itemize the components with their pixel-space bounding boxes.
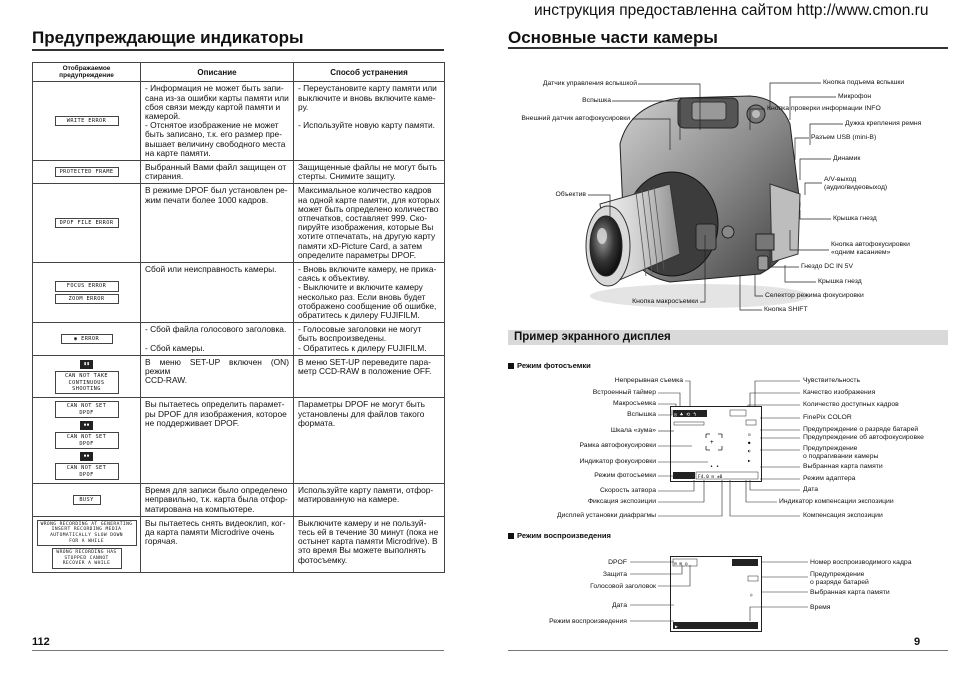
label-macro-button: Кнопка макросъемки: [632, 298, 698, 305]
label-voice-caption: Голосовой заголовок: [590, 583, 656, 590]
left-title-rule: [32, 49, 444, 51]
indicator-cell: [33, 484, 141, 517]
label-continuous-shooting: Непрерывная съемка: [614, 377, 683, 384]
lcd-warning: FOCUS ERROR: [55, 281, 119, 291]
label-flash-mode: Вспышка: [627, 411, 656, 418]
right-title-rule: [508, 47, 948, 49]
table-header-row: [33, 63, 445, 82]
label-sensitivity: Чувствительность: [803, 377, 861, 384]
label-one-touch-af: Кнопка автофокусировки «одним касанием»: [831, 241, 910, 256]
label-ae-lock: Фиксация экспозиции: [587, 498, 656, 505]
svg-text:◐: ◐: [748, 448, 751, 453]
lcd-warning: DPOF FILE ERROR: [55, 218, 119, 228]
warning-table: [32, 62, 445, 573]
indicator-cell: [33, 82, 141, 161]
label-microphone: Микрофон: [838, 93, 872, 100]
label-usb-port: Разъем USB (mini-B): [811, 134, 877, 141]
left-page-number: 112: [32, 636, 50, 648]
lcd-warning: ZOOM ERROR: [55, 294, 119, 304]
label-flash-sensor: Датчик управления вспышкой: [542, 80, 637, 87]
description-cell: - Сбой файла голосового заголовка. - Сбой камеры.: [141, 323, 294, 356]
description-cell: - Информация не может быть запи- сана из-за ошибки карты памяти или сбоя связи между картой памяти и камерой. - Отснятое изображение не может быть записано, т.к. его размер пре- вышает величину свободного места на карте памяти.: [141, 82, 294, 161]
lcd-warning: WRONG RECORDING HAS STOPPED CANNOT RECOVER A WHILE: [52, 548, 122, 569]
lcd-warning: CAN NOT SET DPOF: [55, 401, 119, 418]
label-flash-popup-button: Кнопка подъема вспышки: [823, 79, 905, 86]
indicator-cell: [33, 355, 141, 397]
label-lens: Объектив: [555, 191, 586, 198]
label-strap-mount: Дужка крепления ремня: [845, 120, 922, 127]
label-playback-memory: Выбранная карта памяти: [810, 589, 890, 596]
label-af-warning: Предупреждение об автофокусировке: [803, 434, 924, 441]
label-focus-indicator: Индикатор фокусировки: [579, 458, 656, 465]
label-playback-mode: Режим воспроизведения: [549, 618, 627, 625]
lcd-warning: CAN NOT TAKE CONTINUOUS SHOOTING: [55, 371, 119, 394]
table-row: [33, 184, 445, 263]
label-time: Время: [810, 604, 831, 611]
camera-leader-lines: [500, 70, 920, 320]
description-cell: Сбой или неисправность камеры.: [141, 263, 294, 323]
label-socket-cover: Крышка гнезд: [833, 215, 877, 222]
lcd-warning-text: ERROR: [81, 335, 100, 342]
description-cell: Время для записи было определено неправильно, т.к. карта была отфор- матирована на компьютере.: [141, 484, 294, 517]
lcd-warning: WRITE ERROR: [55, 116, 119, 126]
svg-text:⊡: ⊡: [748, 432, 751, 437]
indicator-cell: [33, 263, 141, 323]
label-dpof: DPOF: [608, 559, 627, 566]
lcd-warning: PROTECTED FRAME: [55, 167, 119, 177]
table-row: [33, 398, 445, 484]
svg-text:• •: • •: [710, 464, 720, 470]
continuous-mode-icon: ▮▮: [80, 360, 92, 369]
left-page-title: Предупреждающие индикаторы: [32, 28, 304, 47]
lcd-warning: CAN NOT SET DPOF: [55, 463, 119, 480]
label-shift-button: Кнопка SHIFT: [764, 306, 808, 313]
label-dc-in: Гнездо DC IN 5V: [801, 263, 853, 270]
label-date: Дата: [803, 486, 819, 493]
column-header-remedy: Способ устранения: [294, 63, 445, 82]
column-header-description: Описание: [141, 63, 294, 82]
playback-leader-lines: [630, 555, 815, 635]
label-socket-cover-2: Крышка гнезд: [818, 278, 862, 285]
indicator-cell: [33, 516, 141, 572]
remedy-cell: Используйте карту памяти, отфор- матированную на камере.: [294, 484, 445, 517]
description-cell: В режиме DPOF был установлен ре- жим печати более 1000 кадров.: [141, 184, 294, 263]
label-playback-battery-warning: Предупреждение о разряде батарей: [810, 571, 869, 586]
svg-text:⊡ ⊞ ◎: ⊡ ⊞ ◎: [674, 562, 688, 567]
table-row: [33, 82, 445, 161]
movie-mode-icon: ▪▪: [80, 452, 92, 461]
label-zoom-scale: Шкала «зума»: [610, 427, 656, 434]
indicator-cell: [33, 323, 141, 356]
label-focus-mode-selector: Селектор режима фокусировки: [765, 292, 864, 299]
table-row: [33, 484, 445, 517]
label-af-frame: Рамка автофокусировки: [579, 442, 656, 449]
label-frame-number: Номер воспроизводимого кадра: [810, 559, 912, 566]
table-row: [33, 263, 445, 323]
label-self-timer: Встроенный таймер: [592, 389, 656, 396]
label-finepix-color: FinePix COLOR: [803, 414, 852, 421]
raw-mode-icon: ▪▪: [80, 421, 92, 430]
remedy-cell: В меню SET-UP переведите пара- метр CCD-RAW в положение OFF.: [294, 355, 445, 397]
label-shooting-mode: Режим фотосъемки: [594, 472, 656, 479]
playback-mode-title: Режим воспроизведения: [508, 531, 611, 540]
right-footer-rule: [508, 650, 948, 651]
voice-error-icon: ◉: [73, 335, 82, 342]
description-cell: Вы пытаетесь снять видеоклип, ког- да карта памяти Microdrive очень горячая.: [141, 516, 294, 572]
label-playback-date: Дата: [611, 602, 627, 609]
site-watermark: инструкция предоставленна сайтом http://www.cmon.ru: [534, 2, 929, 19]
description-cell: Выбранный Вами файл защищен от стирания.: [141, 161, 294, 184]
label-selected-memory: Выбранная карта памяти: [803, 463, 883, 470]
label-exposure-comp-indicator: Индикатор компенсации экспозиции: [779, 498, 894, 505]
lcd-warning: [61, 334, 113, 344]
svg-text:◎ ♣ ⟲ ϟ: ◎ ♣ ⟲ ϟ: [674, 412, 697, 418]
lcd-warning: CAN NOT SET DPOF: [55, 432, 119, 449]
table-row: [33, 516, 445, 572]
svg-text:◎: ◎: [750, 592, 753, 597]
remedy-cell: Максимальное количество кадров на одной карте памяти, для которых может быть определено количество отпечатков, составляет 999. Ско- пируйте изображения, которые Вы хотите отпечатать, на другую карту памяти xD-Picture Card, а затем определите параметры DPOF.: [294, 184, 445, 263]
indicator-cell: [33, 398, 141, 484]
right-page-title: Основные части камеры: [508, 28, 718, 47]
label-exposure-comp: Компенсация экспозиции: [803, 512, 883, 519]
label-image-quality: Качество изображения: [803, 389, 876, 396]
label-info-button: Кнопка проверки информации INFO: [767, 105, 881, 112]
label-protection: Защита: [602, 571, 627, 578]
indicator-cell: [33, 184, 141, 263]
screen-display-section-title: Пример экранного дисплея: [508, 330, 948, 345]
indicator-cell: [33, 161, 141, 184]
shooting-mode-title: Режим фотосъемки: [508, 361, 591, 370]
remedy-cell: - Голосовые заголовки не могут быть воспроизведены. - Обратитесь к дилеру FUJIFILM.: [294, 323, 445, 356]
label-external-af-sensor: Внешний датчик автофокусировки: [521, 115, 630, 122]
description-cell: В меню SET-UP включен (ON) режим CCD-RAW.: [141, 355, 294, 397]
table-row: [33, 355, 445, 397]
label-macro: Макросъемка: [612, 400, 656, 407]
svg-text:+: +: [710, 439, 714, 446]
remedy-cell: Выключите камеру и не пользуй- тесь ей в течение 30 минут (пока не остынет карта памяти Microdrive). В это время Вы можете выполнять фотосъемку.: [294, 516, 445, 572]
label-av-output: A/V-выход (аудио/видеовыход): [824, 176, 888, 191]
label-aperture-display: Дисплей установки диафрагмы: [557, 512, 656, 519]
column-header-indicator: Отображаемое предупреждение: [33, 63, 141, 82]
lcd-warning: BUSY: [73, 495, 101, 505]
svg-text:▶: ▶: [675, 625, 678, 630]
svg-text:F4.0 ⊡ ±0: F4.0 ⊡ ±0: [698, 475, 723, 480]
label-shutter-speed: Скорость затвора: [600, 487, 656, 494]
label-camera-shake-warning: Предупреждение о подрагивании камеры: [803, 445, 879, 460]
remedy-cell: Защищенные файлы не могут быть стерты. Снимите защиту.: [294, 161, 445, 184]
table-row: [33, 161, 445, 184]
label-speaker: Динамик: [833, 155, 861, 162]
remedy-cell: Параметры DPOF не могут быть установлены для файлов такого формата.: [294, 398, 445, 484]
label-available-frames: Количество доступных кадров: [803, 401, 899, 408]
remedy-cell: - Переустановите карту памяти или выключите и вновь включите каме- ру. - Используйте новую карту памяти.: [294, 82, 445, 161]
label-flash: Вспышка: [582, 97, 611, 104]
lcd-warning: WRONG RECORDING AT GENERATING INSERT RECORDING MEDIA AUTOMATICALLY SLOW DOWN FOR A WHILE: [37, 520, 137, 546]
remedy-cell: - Вновь включите камеру, не прика- саясь к объективу. - Выключите и включите камеру несколько раз. Если вновь будет отображено сообщение об ошибке, обратитесь к дилеру FUJIFILM.: [294, 263, 445, 323]
svg-text:●: ●: [748, 440, 751, 445]
label-battery-warning: Предупреждение о разряде батарей: [803, 426, 919, 433]
label-adapter-mode: Режим адаптера: [803, 475, 856, 482]
shooting-leader-lines: [650, 370, 810, 530]
table-row: [33, 323, 445, 356]
left-footer-rule: [32, 650, 444, 651]
svg-text:▶: ▶: [748, 458, 751, 463]
right-page-number: 9: [914, 636, 921, 648]
description-cell: Вы пытаетесь определить парамет- ры DPOF для изображения, которое не поддерживает DPOF.: [141, 398, 294, 484]
